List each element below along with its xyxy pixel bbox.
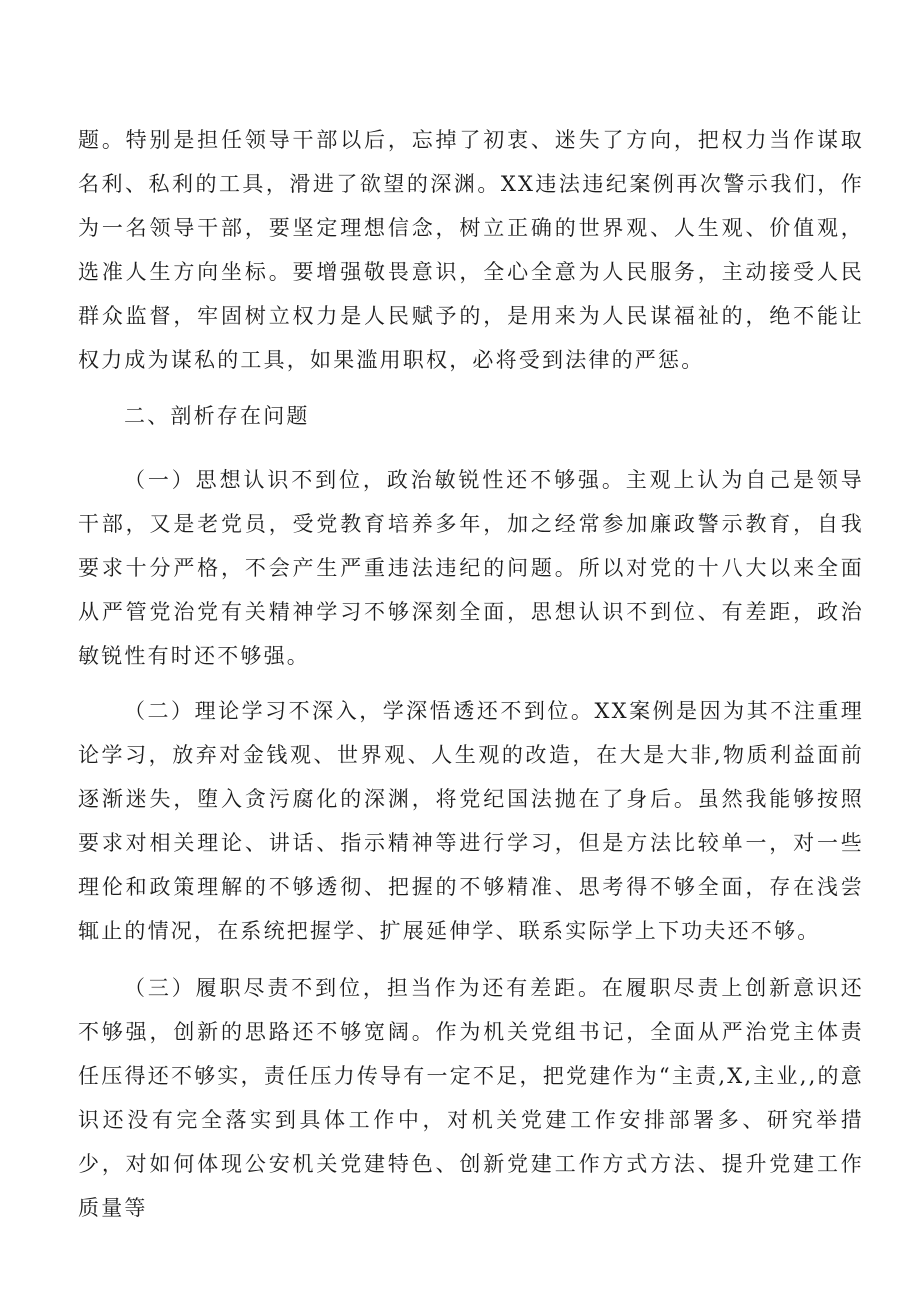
paragraph-item-1: （一）思想认识不到位，政治敏锐性还不够强。主观上认为自己是领导干部，又是老党员，受党教育培养多年，加之经常参加廉政警示教育，自我要求十分严格，不会产生严重违法违纪的问题。所以对党的十八大以来全面从严管党治党有关精神学习不够深刻全面，思想认识不到位、有差距，政治敏锐性有时还不够强。 <box>78 468 864 668</box>
section-heading: 二、剖析存在问题 <box>124 404 310 428</box>
paragraph-continuation: 题。特别是担任领导干部以后，忘掉了初衷、迷失了方向，把权力当作谋取名利、私利的工具，滑进了欲望的深渊。XX违法违纪案例再次警示我们，作为一名领导干部，要坚定理想信念，树立正确的世界观、人生观、价值观，选准人生方向坐标。要增强敬畏意识，全心全意为人民服务，主动接受人民群众监督，牢固树立权力是人民赋予的，是用来为人民谋福祉的，绝不能让权力成为谋私的工具，如果滥用职权，必将受到法律的严惩。 <box>78 128 864 372</box>
paragraph-item-2: （二）理论学习不深入，学深悟透还不到位。XX案例是因为其不注重理论学习，放弃对金钱观、世界观、人生观的改造，在大是大非,物质利益面前逐渐迷失，堕入贪污腐化的深渊，将党纪国法抛在了身后。虽然我能够按照要求对相关理论、讲话、指示精神等进行学习，但是方法比较单一，对一些理伦和政策理解的不够透彻、把握的不够精准、思考得不够全面，存在浅尝辄止的情况，在系统把握学、扩展延伸学、联系实际学上下功夫还不够。 <box>78 699 864 943</box>
paragraph-item-3: （三）履职尽责不到位，担当作为还有差距。在履职尽责上创新意识还不够强，创新的思路还不够宽阔。作为机关党组书记，全面从严治党主体责任压得还不够实，责任压力传导有一定不足，把党建作为“主责,X,主业,,的意识还没有完全落实到具体工作中，对机关党建工作安排部署多、研究举措少，对如何体现公安机关党建特色、创新党建工作方式方法、提升党建工作质量等 <box>78 976 864 1220</box>
